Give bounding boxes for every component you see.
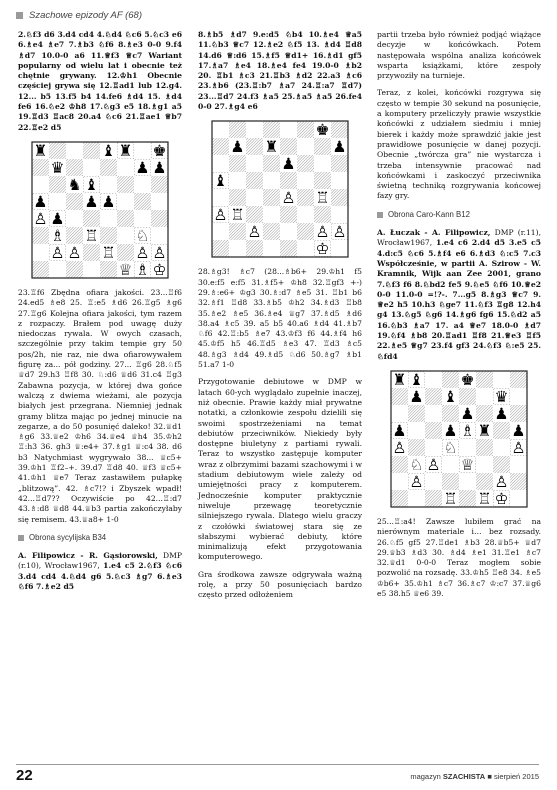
board-square [229,223,246,240]
board-square [297,240,314,257]
chess-piece-icon: ♟ [443,422,458,441]
board-square [263,155,280,172]
chess-piece-icon: ♔ [152,261,167,280]
chess-piece-icon: ♙ [247,223,262,242]
board-square [100,261,117,278]
chess-piece-icon: ♟ [152,159,167,178]
board-square [510,405,527,422]
chess-piece-icon: ♞ [67,176,82,195]
board-square [297,138,314,155]
chess-piece-icon: ♟ [50,210,65,229]
board-square [66,210,83,227]
separator-square-icon: ■ [487,772,492,781]
chess-diagram-2 [210,119,350,259]
board-square [212,138,229,155]
chess-piece-icon: ♙ [392,439,407,458]
opening-square-icon [377,212,383,218]
body-paragraph: Gra środkowa zawsze odgrywała ważną rolę, a przy 50 posunięciach bardzo często przed odłożeniem [198,569,362,600]
board-square [476,371,493,388]
board-square [297,172,314,189]
board-square [391,405,408,422]
board-square [151,227,168,244]
chess-piece-icon: ♙ [409,473,424,492]
board-square [212,223,229,240]
board-square [493,456,510,473]
board-square [314,155,331,172]
board-square [151,210,168,227]
chess-piece-icon: ♙ [33,210,48,229]
board-square [425,422,442,439]
chess-piece-icon: ♜ [392,371,407,390]
board-square [246,172,263,189]
header-title: Szachowe epizody AF (68) [29,10,143,21]
chess-piece-icon: ♚ [460,371,475,390]
board-square [280,138,297,155]
chess-piece-icon: ♟ [84,193,99,212]
board-square [246,189,263,206]
board-square [263,189,280,206]
board-square [459,473,476,490]
board-square [66,227,83,244]
chess-piece-icon: ♔ [315,240,330,259]
chess-piece-icon: ♖ [84,227,99,246]
chess-piece-icon: ♘ [135,227,150,246]
chess-piece-icon: ♟ [409,388,424,407]
chess-piece-icon: ♙ [213,206,228,225]
board-square [100,210,117,227]
chess-piece-icon: ♔ [494,490,509,509]
header-square-icon [16,12,23,19]
board-square [459,439,476,456]
chess-piece-icon: ♘ [443,439,458,458]
board-square [510,473,527,490]
board-square [66,193,83,210]
board-square [134,193,151,210]
board-square [331,206,348,223]
board-square [66,159,83,176]
board-square [331,189,348,206]
board-square [425,371,442,388]
page-number: 22 [16,767,33,784]
board-square [229,189,246,206]
chess-piece-icon: ♟ [392,422,407,441]
game-meta: DMP (r.11), Wrocław1967, [377,228,541,248]
board-square [117,227,134,244]
board-square [476,439,493,456]
chess-piece-icon: ♙ [315,223,330,242]
issue-date: sierpień 2015 [493,772,539,781]
board-square [297,206,314,223]
board-square [83,159,100,176]
board-square [297,189,314,206]
board-square [476,388,493,405]
board-square [32,261,49,278]
board-square [32,176,49,193]
board-square [280,121,297,138]
board-square [263,121,280,138]
chess-piece-icon: ♚ [315,121,330,140]
chess-piece-icon: ♝ [101,142,116,161]
board-square [280,223,297,240]
board-square [425,405,442,422]
body-paragraph: Teraz, z kolei, końcówki rozgrywa się często w tempie 30 sekund na posunięcie, a komputery przeliczyły prawie wszystkie końcówki z udziałem siedmiu i mniej bierek i każdy może sprawdzić jakie jest prawidłowe posunięcie w danej pozycji. Obecnie „twórcza gra” nie wystarcza i trzeba intensywnie pracować nad końcówkami i zaskoczyć przeciwnika świetną techniką rozgrywania końcowej fazy gry. [377,88,541,201]
game-players: A. Filipowicz - R. Gąsiorowski, [18,551,158,561]
board-square [391,456,408,473]
board-square [510,371,527,388]
board-square [100,159,117,176]
board-square [408,439,425,456]
board-square [408,490,425,507]
chess-piece-icon: ♝ [409,371,424,390]
chess-piece-icon: ♘ [409,456,424,475]
board-square [476,456,493,473]
chess-piece-icon: ♟ [135,159,150,178]
opening-name: Obrona sycylijska B34 [29,532,107,542]
chess-piece-icon: ♚ [152,142,167,161]
chess-piece-icon: ♟ [511,422,526,441]
board-square [66,261,83,278]
chess-piece-icon: ♛ [50,159,65,178]
board-square [425,439,442,456]
board-square [83,261,100,278]
chess-piece-icon: ♙ [50,244,65,263]
board-square [297,155,314,172]
magazine-prefix: magazyn [410,772,441,781]
moves-text: 8.♗b5 ♗d7 9.e:d5 ♘b4 10.♗e4 ♕a5 11.♘b3 ♕c7 12.♗e2 ♘f5 13. ♗d4 ♖d8 14.d6 ♕:d6 15.♗f5 ♕d1+ 16.♗d1 gf5 17.♗a7 ♗e4 18.♗e4 fe4 19.0-0 ♗b2 20. ♖b1 ♗c3 21.♖b3 ♗d2 22.a3 ♗c6 23.♗b6 (23.♖:b7 ♗a7 24.♖:a7 ♖d7) 23...♖d7 24.f3 ♗a5 25.♗a5 ♗a5 26.fe4 0-0 27.♗g4 e6 [198,30,362,112]
board-square [391,388,408,405]
chess-piece-icon: ♜ [264,138,279,157]
annotation-text: 25...♖:a4! Zawsze lubiłem grać na nierównym materiale i… bez rozsady. 26.♘f5 gf5 27.♖de1 ♗b3 28.♕b5+ ♕d7 29.♕b3 ♗d3 30. ♗d4 ♗e1 31.♖e1 ♗c7 32.♕d1 0-0-0 Teraz mogłem sobie pozwolić na rozsadę. 33.♔h5 ♖e8 34. ♗e5 ♔b6+ 35.♔h1 ♗c7 36.♗c7 ♔:c7 37.♕g6 e5 38.h5 ♕e6 39. [377,516,541,598]
chess-piece-icon: ♗ [50,227,65,246]
chess-piece-icon: ♙ [426,456,441,475]
board-square [459,388,476,405]
body-paragraph: partii trzeba było również podjąć wiążące decyzje w końcówkach. Potem następowała wspólna analiza końcówek wsparta książkami, które zespoły przywoziły na turnieje. [377,30,541,81]
board-square [117,210,134,227]
board-square [246,155,263,172]
board-square [117,176,134,193]
chess-piece-icon: ♟ [332,138,347,157]
board-square [442,456,459,473]
chess-piece-icon: ♖ [443,490,458,509]
board-square [229,155,246,172]
moves-text: 2.♘f3 d6 3.d4 cd4 4.♘d4 ♘c6 5.♘c3 e6 6.♗e4 ♗e7 7.♗b3 ♘f6 8.♗e3 0-0 9.f4 ♗d7 10.0-0 a6 11.♕f3 ♕c7 Wariant popularny od wielu lat i obecnie też chętnie grywany. 12.♔h1 Obecnie częściej grywa się 12.♖ad1 lub 12.g4. 12... b5 13.f5 b4 14.fe6 ♗d4 15. ♗d4 fe6 16.♘e2 ♔h8 17.♘g3 e5 18.♗g1 a5 19.♖d3 ♖ac8 20.a4 ♘c6 21.♖ae1 ♕b7 22.♖e2 d5 [18,30,182,132]
board-square [246,206,263,223]
chess-piece-icon: ♙ [281,189,296,208]
board-square [263,240,280,257]
board-square [49,176,66,193]
column-2 [198,30,362,608]
board-square [83,142,100,159]
chess-piece-icon: ♕ [118,261,133,280]
chess-piece-icon: ♖ [315,189,330,208]
board-square [476,405,493,422]
chess-piece-icon: ♗ [135,261,150,280]
board-square [297,121,314,138]
board-square [246,138,263,155]
board-square [493,422,510,439]
chess-piece-icon: ♜ [118,142,133,161]
board-square [493,439,510,456]
board-square [297,223,314,240]
chess-piece-icon: ♜ [477,422,492,441]
board-square [442,371,459,388]
board-square [134,210,151,227]
column-1 [18,30,182,599]
body-paragraph: Przygotowanie debiutowe w DMP w latach 60-ych wyglądało zupełnie inaczej, niż obecnie. Prawie każdy miał prywatne notatki, a członkowie zespołu dzielili się swoimi spostrzeżeniami na temat debiutów przeciwników. Niekiedy były dostępne biuletyny z partiami rywali. Teraz to wszystko zastępuje komputer wraz z olbrzymimi bazami szachowymi i w stadium debiutowym wiele zależy od umiejętności pracy z komputerem. Jednocześnie komputer praktycznie niweluje przewagę teoretycznie silniejszego rywala. Dlatego wielu graczy z czołówki światowej stara się ze słabszymi wybierać debiuty, które minimalizują efekt przygotowania komputerowego. [198,377,362,562]
board-square [331,240,348,257]
chess-piece-icon: ♜ [33,142,48,161]
board-square [229,240,246,257]
game-meta: DMP (r.10), Wrocław1967, [18,551,182,571]
board-square [510,388,527,405]
chess-piece-icon: ♖ [477,490,492,509]
board-square [100,227,117,244]
chess-piece-icon: ♙ [494,473,509,492]
board-square [246,121,263,138]
board-square [314,172,331,189]
board-square [83,244,100,261]
chess-piece-icon: ♙ [152,244,167,263]
chess-piece-icon: ♟ [460,405,475,424]
annotation-text: 28.♗g3! ♗c7 (28...♗b6+ 29.♔h1 f5 30.e:f5 e:f5 31.♗f5+ ♔h8 32.♖gf3 +-) 29.♗:e6+ ♔g3 30.♗:d7 ♗e5 31. ♖b1 b6 32.♗f1 ♖d8 33.♗b5 ♔h2 34.♗d3 ♖b8 35.♗e2 ♗e5 36.♗e4 ♕g7 37.♗d5 ♗d6 38.a4 ♗c5 39. a5 b5 40.a6 ♗d4 41.♗b7 ♘f6 42.♖:b5 ♗e7 43.♔f3 f6 44.♗f4 h6 45.♔f5 h5 46.♖d5 ♗e3 47. ♖d3 ♗c5 48.♗g3 ♗d4 49.♗d5 ♘d6 50.♗g7 ♗b1 51.a7 1-0 [198,267,362,370]
board-square [212,155,229,172]
board-square [314,206,331,223]
game-moves: 1.e4 c6 2.d4 d5 3.e5 c5 4.d:c5 ♘c6 5.♗f4 e6 6.♗d3 ♘:c5 7.c3 Współcześnie, w partii A. Szirow - W. Kramnik, Wijk aan Zee 2001, grano 7.♘f3 f6 8.♘bd2 fe5 9.♘e5 ♘f6 10.♕e2 0-0 11.0-0 =!?-. 7...g5 8.♗g3 ♕c7 9. ♕e2 h5 10.h3 ♘ge7 11.♘f3 ♖g8 12.h4 g4 13.♘g5 ♘g6 14.♗g6 fg6 15.♘d2 a5 16.♘b3 ♗a7 17. a4 ♕e7 18.0-0 ♗d7 19.♘f4 ♗b8 20.♖ad1 ♖f8 21.♕e3 ♖f5 22.♗e5 ♕g7 23.f4 gf3 24.♘f3 ♘:e5 25. ♘fd4 [377,238,541,361]
opening-label [18,533,182,543]
chess-piece-icon: ♖ [230,206,245,225]
board-square [212,189,229,206]
board-square [229,172,246,189]
board-square [425,388,442,405]
board-square [493,371,510,388]
board-square [117,244,134,261]
board-square [229,121,246,138]
board-square [32,227,49,244]
board-square [212,121,229,138]
board-square [425,473,442,490]
board-square [476,473,493,490]
board-square [459,490,476,507]
board-square [391,473,408,490]
board-square [49,142,66,159]
running-header [16,10,142,21]
board-square [49,193,66,210]
chess-piece-icon: ♟ [281,155,296,174]
game-moves: 1.e4 c5 2.♘f3 ♘c6 3.d4 cd4 4.♘d4 g6 5.♘c3 ♗g7 6.♗e3 ♘f6 7.♗e2 d5 [18,561,182,591]
board-square [425,490,442,507]
chess-piece-icon: ♙ [511,439,526,458]
board-square [100,176,117,193]
footer-rule [16,764,539,765]
board-square [32,159,49,176]
chess-piece-icon: ♛ [494,388,509,407]
chess-piece-icon: ♟ [33,193,48,212]
annotation-text: 23.♖f6 Zbędna ofiara jakości. 23...♖f6 24.ed5 ♗e8 25. ♖:e5 ♗d6 26.♖g5 ♗g6 27.♖g6 Kolejna ofiara jakości, tym razem z rozpaczy. Brałem pod uwagę duży niedoczas rywala. W owych czasach, szczególnie przy takim tempie gry 50 pos/2h, nie raz, nie dwa ofiarowywałem figurę za... pół godziny. 27... ♖g6 28.♘f5 ♕d7 29.h3 ♖f8 30. ♘:d6 ♕d6 31.c4 ♖g3 Zabawna pozycja, w której dwa gońce walczą z dwiema wieżami, ale pozycja białych jest przegrana. Niemniej jednak gramy blitza mając po jednej minucie na zegarze, a do 50 posunięć daleko! 32.♕d1 ♗g6 33.♕e2 ♔h6 34.♕e4 ♕h4 35.♔h2 ♖:h3 36. gh3 ♕:e4+ 37.♗g1 ♕:c4 38. d6 b3 Natychmiast wygrywało 38... ♕c5+ 39.♔h1 ♖f2–+. 39.d7 ♖d8 40. ♕f3 ♕c5+ 41.♔h1 ♕e7 Teraz zastawiłem pułapkę „blitzową”. 42. ♗c7!? i Zbyszek wpadł! 42...♖d7?? Oczywiście po 42...♖:d7 43.♗:d8 ♕d8 44.♕b3 partia zakończyłaby się remisem. 43.♕a8+ 1-0 [18,287,182,524]
board-square [442,473,459,490]
board-square [117,159,134,176]
opening-square-icon [18,535,24,541]
opening-name: Obrona Caro-Kann B12 [388,209,470,219]
board-square [408,422,425,439]
board-square [331,155,348,172]
board-square [263,223,280,240]
board-square [212,240,229,257]
chess-piece-icon: ♙ [135,244,150,263]
board-square [117,193,134,210]
magazine-credit [410,772,539,781]
board-square [442,405,459,422]
board-square [314,138,331,155]
board-square [151,193,168,210]
board-square [32,244,49,261]
board-square [66,142,83,159]
chess-diagram-3 [389,369,529,509]
board-square [391,490,408,507]
chess-piece-icon: ♝ [213,172,228,191]
board-square [280,240,297,257]
board-square [151,176,168,193]
board-square [510,456,527,473]
board-square [408,405,425,422]
board-square [331,172,348,189]
board-square [263,172,280,189]
board-square [510,490,527,507]
chess-piece-icon: ♟ [230,138,245,157]
board-square [280,172,297,189]
board-square [331,121,348,138]
board-square [49,261,66,278]
chess-diagram-1 [30,140,170,280]
board-square [134,142,151,159]
chess-piece-icon: ♝ [443,388,458,407]
chess-piece-icon: ♙ [67,244,82,263]
chess-piece-icon: ♟ [494,405,509,424]
board-square [246,240,263,257]
column-3 [377,30,541,606]
board-square [83,210,100,227]
chess-piece-icon: ♙ [332,223,347,242]
chess-piece-icon: ♖ [101,244,116,263]
board-square [263,206,280,223]
chess-piece-icon: ♗ [460,422,475,441]
board-square [134,176,151,193]
magazine-name: SZACHISTA [442,772,486,781]
board-square [280,206,297,223]
game-players: A. Łuczak - A. Filipowicz, [377,228,491,238]
chess-piece-icon: ♝ [84,176,99,195]
opening-label [377,210,541,220]
chess-piece-icon: ♕ [460,456,475,475]
chess-piece-icon: ♟ [101,193,116,212]
